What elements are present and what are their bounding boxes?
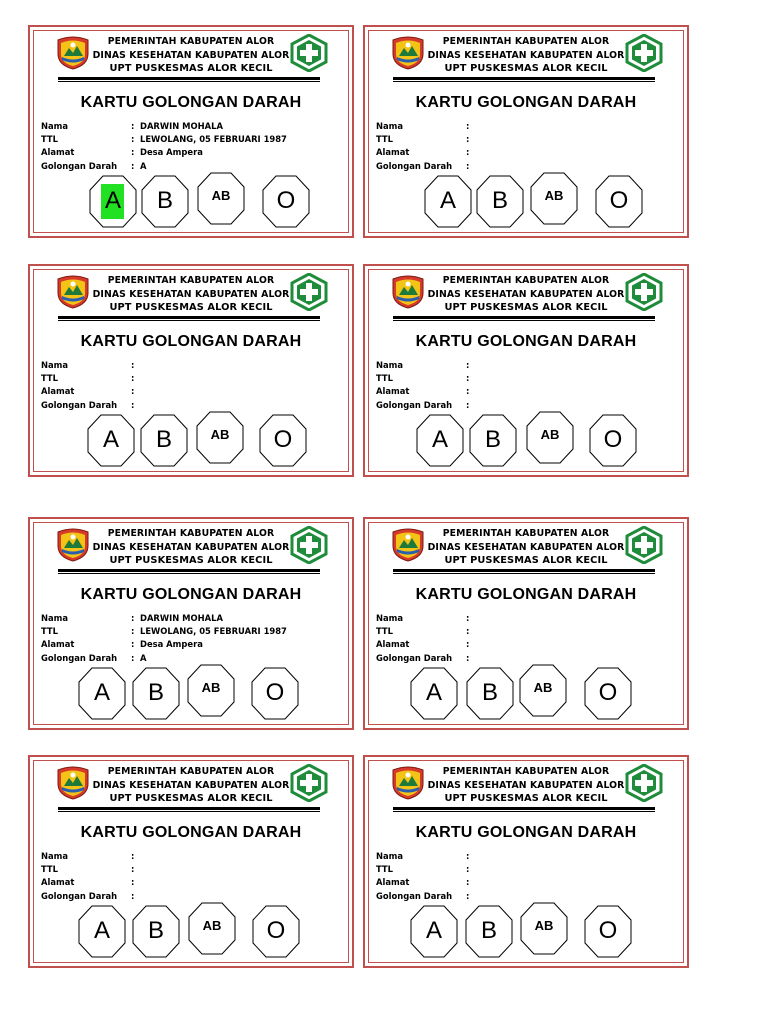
field-colon: : xyxy=(131,373,135,384)
blood-type-label: A xyxy=(93,679,110,706)
blood-type-option-o xyxy=(584,667,632,720)
blood-type-label: A xyxy=(425,917,442,944)
card-header xyxy=(425,527,627,568)
blood-type-label: B xyxy=(480,917,497,944)
blood-type-option-a xyxy=(424,175,472,228)
field-label-ttl: TTL xyxy=(41,626,58,637)
field-label-ttl: TTL xyxy=(376,626,393,637)
field-colon: : xyxy=(466,373,470,384)
kabupaten-alor-emblem-icon xyxy=(55,528,91,562)
blood-type-option-b xyxy=(476,175,524,228)
puskesmas-cross-icon xyxy=(625,764,663,802)
header-line-3: UPT PUSKESMAS ALOR KECIL xyxy=(109,63,273,74)
card-header xyxy=(425,274,627,315)
blood-type-option-o xyxy=(252,905,300,958)
puskesmas-cross-icon xyxy=(625,273,663,311)
blood-type-label: B xyxy=(147,917,164,944)
blood-type-label: B xyxy=(156,187,173,214)
header-line-2: DINAS KESEHATAN KABUPATEN ALOR xyxy=(427,49,625,61)
header-line-1: PEMERINTAH KABUPATEN ALOR xyxy=(442,36,610,47)
field-colon: : xyxy=(131,877,135,888)
kabupaten-alor-emblem-icon xyxy=(390,528,426,562)
field-colon: : xyxy=(131,639,135,650)
field-label-golongan: Golongan Darah xyxy=(376,399,453,410)
blood-type-label: AB xyxy=(211,188,231,203)
blood-type-label: O xyxy=(603,426,623,453)
field-label-golongan: Golongan Darah xyxy=(376,652,453,663)
blood-type-option-b xyxy=(466,667,514,720)
blood-type-option-b xyxy=(140,414,188,467)
field-label-alamat: Alamat xyxy=(376,639,410,650)
blood-type-label: A xyxy=(431,426,448,453)
field-label-nama: Nama xyxy=(41,851,69,861)
header-divider xyxy=(393,316,655,319)
card-header xyxy=(90,35,292,76)
header-line-1: PEMERINTAH KABUPATEN ALOR xyxy=(107,36,275,47)
blood-type-option-b xyxy=(132,667,180,720)
puskesmas-cross-icon xyxy=(290,764,328,802)
header-divider xyxy=(393,77,655,80)
header-line-2: DINAS KESEHATAN KABUPATEN ALOR xyxy=(427,541,625,553)
header-line-1: PEMERINTAH KABUPATEN ALOR xyxy=(107,528,275,539)
header-line-2: DINAS KESEHATAN KABUPATEN ALOR xyxy=(92,779,290,791)
field-value-golongan: A xyxy=(140,652,147,663)
blood-type-label: AB xyxy=(544,188,564,203)
blood-type-option-b xyxy=(465,905,513,958)
blood-type-option-o xyxy=(251,667,299,720)
header-line-1: PEMERINTAH KABUPATEN ALOR xyxy=(442,766,610,777)
blood-type-label: A xyxy=(93,917,110,944)
blood-type-option-a xyxy=(87,414,135,467)
field-colon: : xyxy=(466,134,470,145)
header-line-3: UPT PUSKESMAS ALOR KECIL xyxy=(444,63,608,74)
field-label-ttl: TTL xyxy=(376,134,393,145)
blood-type-label: A xyxy=(104,187,121,214)
field-colon: : xyxy=(131,147,135,158)
kabupaten-alor-emblem-icon xyxy=(55,36,91,70)
blood-type-card-6 xyxy=(363,517,689,730)
card-header xyxy=(90,274,292,315)
field-colon: : xyxy=(466,613,470,623)
blood-type-option-ab xyxy=(519,664,567,717)
header-line-3: UPT PUSKESMAS ALOR KECIL xyxy=(109,793,273,804)
blood-type-label: O xyxy=(598,679,618,706)
header-line-1: PEMERINTAH KABUPATEN ALOR xyxy=(107,766,275,777)
field-colon: : xyxy=(131,890,135,901)
field-colon: : xyxy=(131,399,135,410)
header-divider-thin xyxy=(58,320,320,321)
header-divider xyxy=(58,316,320,319)
puskesmas-cross-icon xyxy=(625,34,663,72)
field-label-alamat: Alamat xyxy=(376,877,410,888)
field-colon: : xyxy=(466,399,470,410)
blood-type-option-o xyxy=(259,414,307,467)
blood-type-card-3 xyxy=(28,264,354,477)
blood-type-label: B xyxy=(491,187,508,214)
blood-type-label: AB xyxy=(210,427,230,442)
field-label-ttl: TTL xyxy=(376,373,393,384)
field-value-nama: DARWIN MOHALA xyxy=(140,121,223,131)
field-colon: : xyxy=(131,386,135,397)
blood-type-label: O xyxy=(276,187,296,214)
blood-type-label: B xyxy=(147,679,164,706)
blood-type-option-ab xyxy=(197,172,245,225)
field-colon: : xyxy=(466,652,470,663)
card-title: KARTU GOLONGAN DARAH xyxy=(415,586,637,603)
field-colon: : xyxy=(466,639,470,650)
blood-type-label: O xyxy=(265,679,285,706)
blood-type-option-a xyxy=(410,667,458,720)
field-label-alamat: Alamat xyxy=(41,877,75,888)
field-label-alamat: Alamat xyxy=(376,386,410,397)
header-divider-thin xyxy=(58,81,320,82)
blood-type-option-o xyxy=(595,175,643,228)
field-label-alamat: Alamat xyxy=(41,147,75,158)
puskesmas-cross-icon xyxy=(290,34,328,72)
header-line-3: UPT PUSKESMAS ALOR KECIL xyxy=(109,302,273,313)
blood-type-option-a xyxy=(410,905,458,958)
blood-type-option-ab xyxy=(526,411,574,464)
field-label-golongan: Golongan Darah xyxy=(41,652,118,663)
header-divider xyxy=(393,807,655,810)
field-colon: : xyxy=(131,652,135,663)
card-header xyxy=(425,35,627,76)
field-colon: : xyxy=(466,864,470,875)
card-title: KARTU GOLONGAN DARAH xyxy=(415,824,637,841)
field-label-ttl: TTL xyxy=(41,134,58,145)
blood-type-label: O xyxy=(273,426,293,453)
blood-type-label: AB xyxy=(533,680,553,695)
blood-type-option-b xyxy=(132,905,180,958)
card-header xyxy=(90,765,292,806)
field-label-ttl: TTL xyxy=(41,373,58,384)
header-divider xyxy=(58,569,320,572)
blood-type-option-b xyxy=(469,414,517,467)
blood-type-label: B xyxy=(155,426,172,453)
header-divider xyxy=(58,77,320,80)
blood-type-label: O xyxy=(609,187,629,214)
blood-type-label: O xyxy=(266,917,286,944)
blood-type-card-8 xyxy=(363,755,689,968)
kabupaten-alor-emblem-icon xyxy=(390,275,426,309)
card-title: KARTU GOLONGAN DARAH xyxy=(80,333,302,350)
blood-type-option-ab xyxy=(188,902,236,955)
field-colon: : xyxy=(131,160,135,171)
field-colon: : xyxy=(466,121,470,131)
blood-type-card-4 xyxy=(363,264,689,477)
field-value-alamat: Desa Ampera xyxy=(140,639,203,650)
card-title: KARTU GOLONGAN DARAH xyxy=(415,333,637,350)
field-label-golongan: Golongan Darah xyxy=(376,890,453,901)
field-colon: : xyxy=(466,147,470,158)
blood-type-option-ab xyxy=(530,172,578,225)
field-colon: : xyxy=(466,877,470,888)
field-colon: : xyxy=(131,360,135,370)
blood-type-label: AB xyxy=(201,680,221,695)
field-colon: : xyxy=(466,626,470,637)
blood-type-label: A xyxy=(439,187,456,214)
header-divider-thin xyxy=(393,573,655,574)
kabupaten-alor-emblem-icon xyxy=(390,766,426,800)
header-divider-thin xyxy=(393,811,655,812)
field-label-golongan: Golongan Darah xyxy=(41,399,118,410)
blood-type-label: AB xyxy=(202,918,222,933)
card-header xyxy=(425,765,627,806)
header-line-1: PEMERINTAH KABUPATEN ALOR xyxy=(442,528,610,539)
card-title: KARTU GOLONGAN DARAH xyxy=(80,824,302,841)
field-colon: : xyxy=(131,851,135,861)
blood-type-option-o xyxy=(589,414,637,467)
field-label-nama: Nama xyxy=(376,360,404,370)
header-divider-thin xyxy=(393,81,655,82)
field-colon: : xyxy=(131,613,135,623)
blood-type-option-ab xyxy=(196,411,244,464)
field-value-alamat: Desa Ampera xyxy=(140,147,203,158)
blood-type-option-a xyxy=(78,905,126,958)
card-title: KARTU GOLONGAN DARAH xyxy=(415,94,637,111)
blood-type-label: AB xyxy=(534,918,554,933)
blood-type-card-7 xyxy=(28,755,354,968)
blood-type-label: A xyxy=(102,426,119,453)
header-line-3: UPT PUSKESMAS ALOR KECIL xyxy=(109,555,273,566)
field-label-nama: Nama xyxy=(41,613,69,623)
field-colon: : xyxy=(131,121,135,131)
field-colon: : xyxy=(466,851,470,861)
kabupaten-alor-emblem-icon xyxy=(55,275,91,309)
header-divider-thin xyxy=(58,573,320,574)
blood-type-option-ab xyxy=(187,664,235,717)
header-divider-thin xyxy=(393,320,655,321)
field-value-ttl: LEWOLANG, 05 FEBRUARI 1987 xyxy=(140,134,287,145)
puskesmas-cross-icon xyxy=(290,273,328,311)
blood-type-card-2 xyxy=(363,25,689,238)
blood-type-option-o xyxy=(584,905,632,958)
header-line-2: DINAS KESEHATAN KABUPATEN ALOR xyxy=(427,779,625,791)
header-line-1: PEMERINTAH KABUPATEN ALOR xyxy=(442,275,610,286)
blood-type-option-a xyxy=(89,175,137,228)
field-label-ttl: TTL xyxy=(376,864,393,875)
header-divider xyxy=(58,807,320,810)
blood-type-option-a xyxy=(416,414,464,467)
card-title: KARTU GOLONGAN DARAH xyxy=(80,94,302,111)
kabupaten-alor-emblem-icon xyxy=(55,766,91,800)
field-label-alamat: Alamat xyxy=(376,147,410,158)
field-label-nama: Nama xyxy=(41,121,69,131)
field-colon: : xyxy=(466,890,470,901)
blood-type-option-o xyxy=(262,175,310,228)
field-label-nama: Nama xyxy=(376,121,404,131)
header-line-1: PEMERINTAH KABUPATEN ALOR xyxy=(107,275,275,286)
header-line-2: DINAS KESEHATAN KABUPATEN ALOR xyxy=(427,288,625,300)
blood-type-option-ab xyxy=(520,902,568,955)
blood-type-option-b xyxy=(141,175,189,228)
kabupaten-alor-emblem-icon xyxy=(390,36,426,70)
header-line-3: UPT PUSKESMAS ALOR KECIL xyxy=(444,555,608,566)
field-colon: : xyxy=(131,134,135,145)
header-line-3: UPT PUSKESMAS ALOR KECIL xyxy=(444,793,608,804)
blood-type-label: B xyxy=(484,426,501,453)
field-colon: : xyxy=(131,626,135,637)
blood-type-card-5 xyxy=(28,517,354,730)
header-line-2: DINAS KESEHATAN KABUPATEN ALOR xyxy=(92,49,290,61)
header-line-2: DINAS KESEHATAN KABUPATEN ALOR xyxy=(92,288,290,300)
field-label-alamat: Alamat xyxy=(41,386,75,397)
card-header xyxy=(90,527,292,568)
blood-type-label: B xyxy=(481,679,498,706)
field-label-golongan: Golongan Darah xyxy=(41,160,118,171)
puskesmas-cross-icon xyxy=(290,526,328,564)
field-colon: : xyxy=(466,386,470,397)
field-label-golongan: Golongan Darah xyxy=(41,890,118,901)
header-divider-thin xyxy=(58,811,320,812)
blood-type-label: O xyxy=(598,917,618,944)
header-divider xyxy=(393,569,655,572)
header-line-3: UPT PUSKESMAS ALOR KECIL xyxy=(444,302,608,313)
field-value-golongan: A xyxy=(140,160,147,171)
field-label-ttl: TTL xyxy=(41,864,58,875)
puskesmas-cross-icon xyxy=(625,526,663,564)
field-colon: : xyxy=(466,160,470,171)
field-value-ttl: LEWOLANG, 05 FEBRUARI 1987 xyxy=(140,626,287,637)
header-line-2: DINAS KESEHATAN KABUPATEN ALOR xyxy=(92,541,290,553)
card-title: KARTU GOLONGAN DARAH xyxy=(80,586,302,603)
blood-type-card-1 xyxy=(28,25,354,238)
field-label-nama: Nama xyxy=(376,613,404,623)
field-label-nama: Nama xyxy=(376,851,404,861)
field-colon: : xyxy=(131,864,135,875)
field-colon: : xyxy=(466,360,470,370)
blood-type-label: A xyxy=(425,679,442,706)
field-label-golongan: Golongan Darah xyxy=(376,160,453,171)
field-value-nama: DARWIN MOHALA xyxy=(140,613,223,623)
blood-type-label: AB xyxy=(540,427,560,442)
blood-type-option-a xyxy=(78,667,126,720)
field-label-nama: Nama xyxy=(41,360,69,370)
field-label-alamat: Alamat xyxy=(41,639,75,650)
